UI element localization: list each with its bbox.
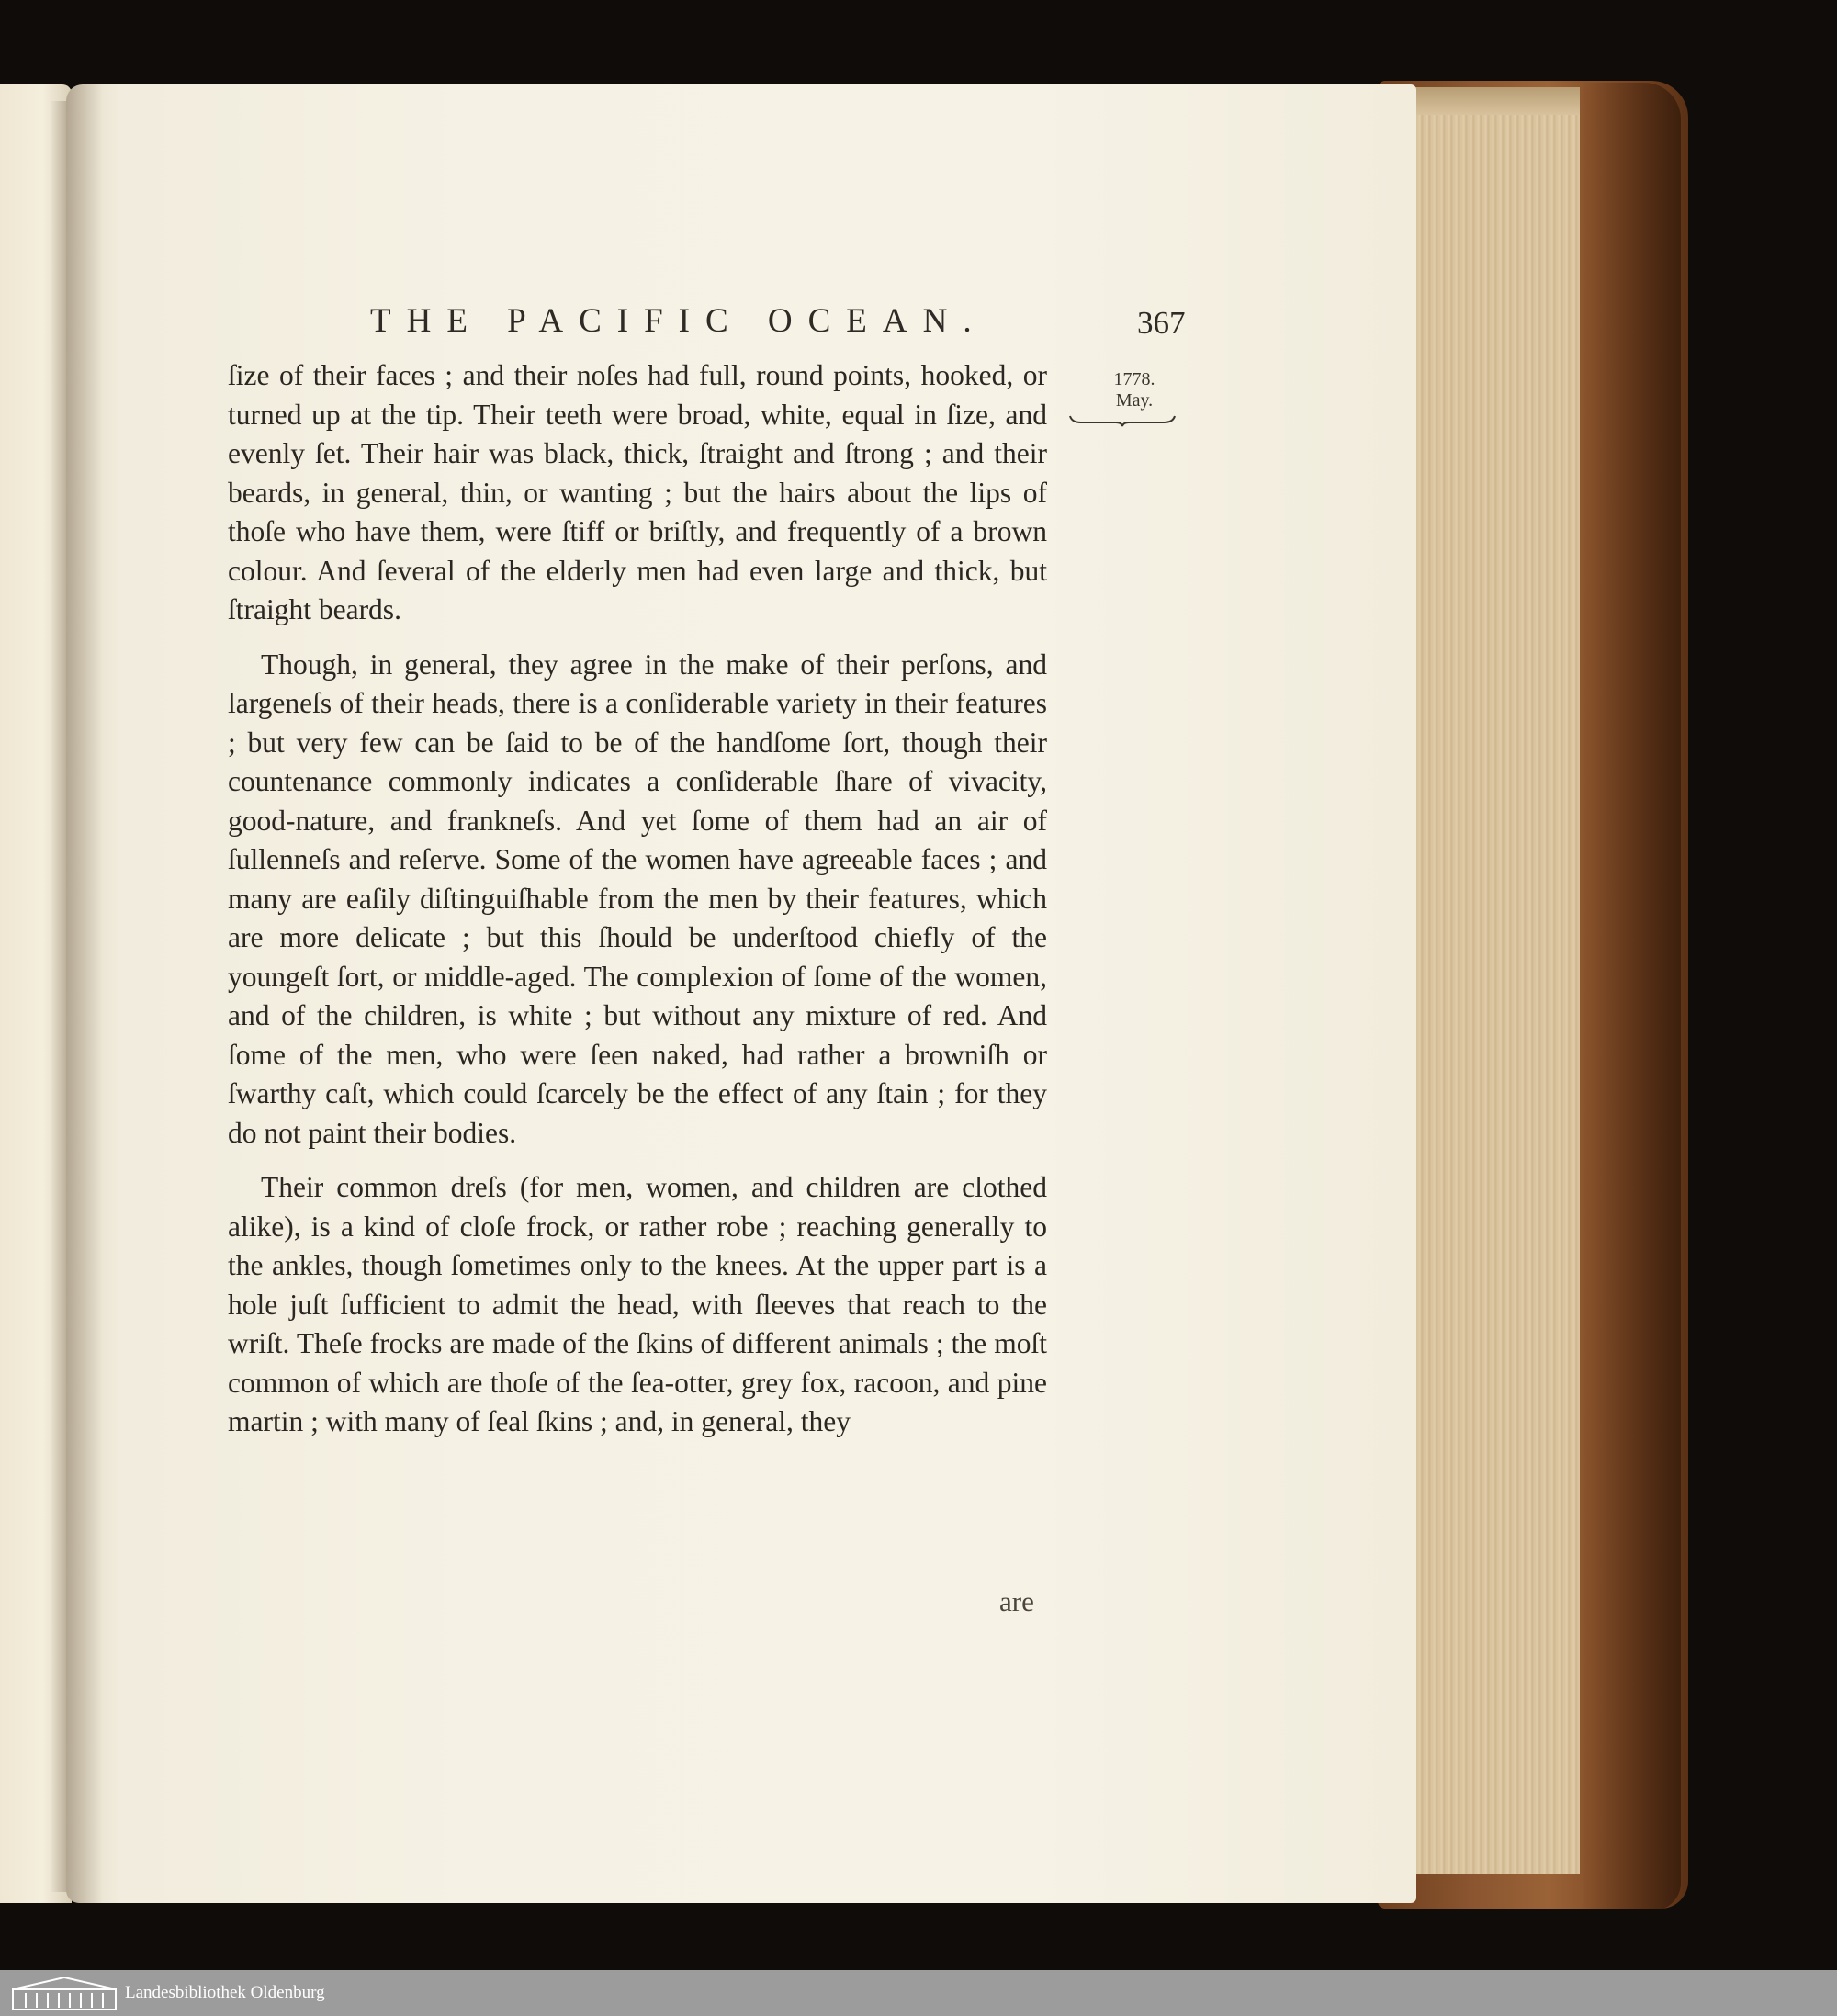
paragraph-3: Their common dreſs (for men, women, and children are clothed alike), is a kind of cloſe frock, or rather robe ; reaching generally to the ankles, though ſometimes only to the knees. At the upper part is a hole juſt ſufficient to admit the head, with ſleeves that reach to the wriſt. Theſe frocks are made of the ſkins of different animals ; the moſt common of which are thoſe of the ſea-otter, grey fox, racoon, and pine martin ; with many of ſeal ſkins ; and, in general, they bbox=[228, 1171, 1047, 1437]
running-head: THE PACIFIC OCEAN. bbox=[370, 302, 987, 340]
page-block-edges bbox=[1410, 87, 1580, 1874]
page-block-top bbox=[1410, 87, 1580, 115]
library-footer bbox=[0, 1970, 1837, 2016]
page-number: 367 bbox=[1137, 305, 1186, 341]
catchword: are bbox=[999, 1585, 1034, 1617]
library-building-icon bbox=[9, 1975, 119, 2011]
gutter-shadow bbox=[66, 84, 103, 1903]
paragraph-2: Though, in general, they agree in the make of their perſons, and largeneſs of their heads, there is a conſiderable variety in their features ; but very few can be ſaid to be of the handſome ſort, though their countenance commonly indicates a conſiderable ſhare of vivacity, good-nature, and frankneſs. And yet ſome of them had an air of ſullenneſs and reſerve. Some of the women have agreeable faces ; and many are eaſily diſtinguiſhable from the men by their features, which are more delicate ; but this ſhould be underſtood chiefly of the youngeſt ſort, or middle-aged. The complexion of ſome of the women, and of the children, is white ; but without any mixture of red. And ſome of the men, who were ſeen naked, had rather a browniſh or ſwarthy caſt, which could ſcarcely be the effect of any ſtain ; for they do not paint their bodies. bbox=[228, 648, 1047, 1149]
library-name: Landesbibliothek Oldenburg bbox=[125, 1983, 325, 2002]
margin-note-year: 1778. bbox=[1113, 369, 1155, 389]
body-text bbox=[228, 356, 1047, 1442]
cover-shade bbox=[1580, 83, 1681, 1910]
margin-note bbox=[1093, 369, 1176, 411]
margin-note-month: May. bbox=[1115, 390, 1154, 411]
margin-brace-icon bbox=[1068, 414, 1177, 427]
paragraph-1: ſize of their faces ; and their noſes had full, round points, hooked, or turned up at the tip. Their teeth were broad, white, equal in ſize, and evenly ſet. Their hair was black, thick, ſtraight and ſtrong ; and their beards, in general, thin, or wanting ; but the hairs about the lips of thoſe who have them, were ſtiff or briſtly, and frequently of a brown colour. And ſeveral of the elderly men had even large and thick, but ſtraight beards. bbox=[228, 359, 1047, 625]
